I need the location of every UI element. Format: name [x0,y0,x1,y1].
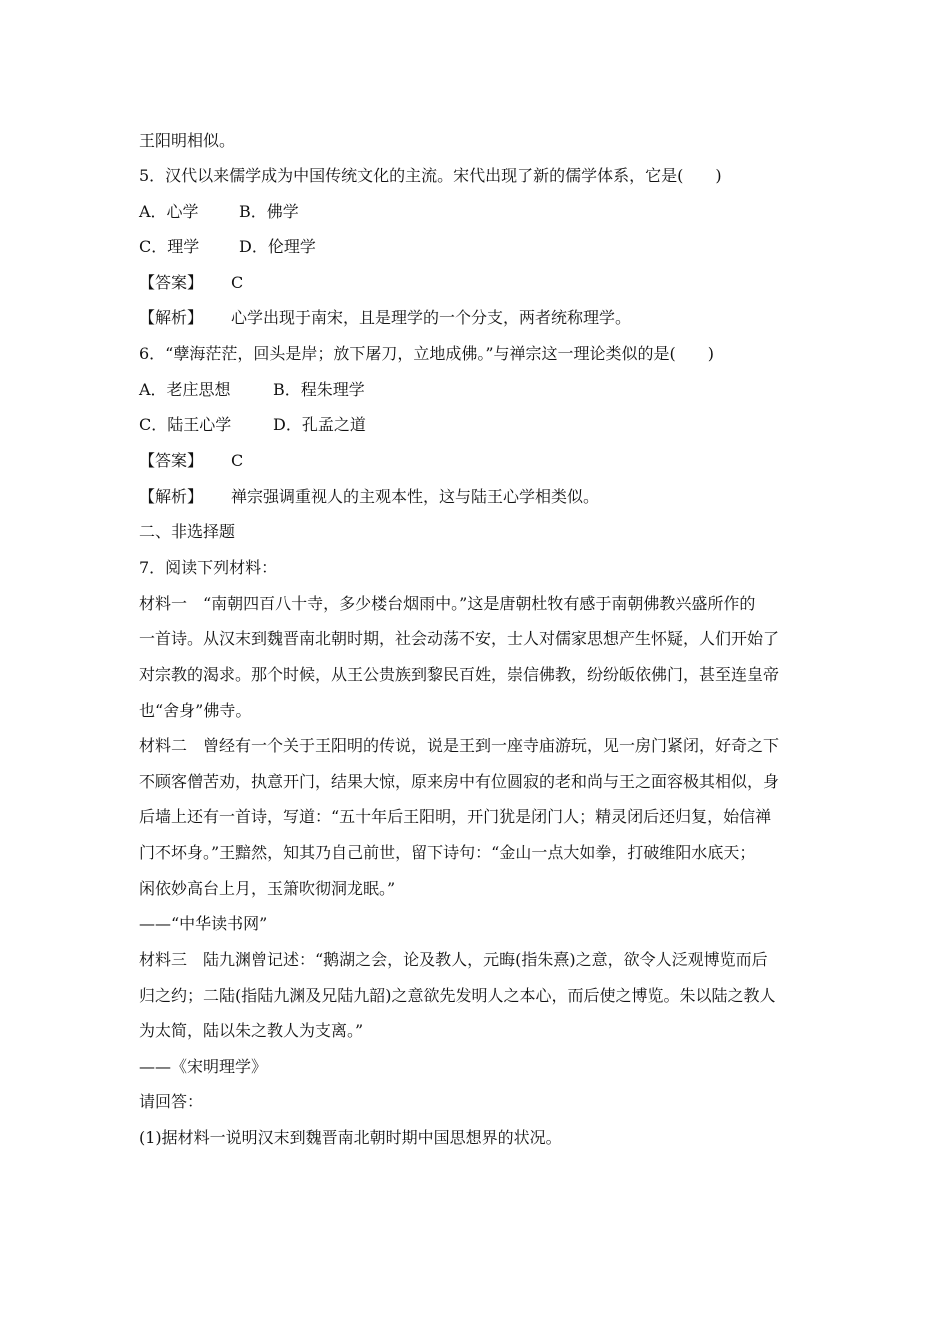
material-3-line: 归之约；二陆(指陆九渊及兄陆九韶)之意欲先发明人之本心，而后使之博览。朱以陆之教人 [139,986,776,1005]
question-7: 7．阅读下列材料： [139,558,278,577]
material-2-line: 门不坏身。”王黯然，知其乃自己前世，留下诗句：“金山一点大如拳，打破维阳水底天； [139,843,756,862]
q6-option-c: C．陆王心学 [139,415,232,434]
q5-option-b: B．佛学 [239,202,299,221]
explanation-tag: 【解析】 [139,308,204,327]
q6-option-a: A．老庄思想 [139,380,231,399]
q6-explanation [139,486,829,508]
material-2-line: 后墙上还有一首诗，写道：“五十年后王阳明，开门犹是闭门人；精灵闭后还归复，始信禅 [139,807,772,826]
explanation-tag: 【解析】 [139,487,204,506]
q5-options-row-1 [139,201,829,223]
prompt-text: 请回答： [139,1092,204,1111]
material-2-line: 材料二 曾经有一个关于王阳明的传说，说是王到一座寺庙游玩，见一房门紧闭，好奇之下 [139,736,780,755]
material-2-source: ——“中华读书网” [139,914,268,933]
question-5: 5．汉代以来儒学成为中国传统文化的主流。宋代出现了新的儒学体系，它是( ) [139,166,722,185]
explanation-text: 禅宗强调重视人的主观本性，这与陆王心学相类似。 [231,487,600,506]
q6-options-row-1 [139,379,829,401]
q5-explanation [139,307,829,329]
material-3-line: 为太简，陆以朱之教人为支离。” [139,1021,364,1040]
q5-option-c: C．理学 [139,237,200,256]
question-6: 6．“孽海茫茫，回头是岸；放下屠刀，立地成佛。”与禅宗这一理论类似的是( ) [139,344,715,363]
sub-question-1: (1)据材料一说明汉末到魏晋南北朝时期中国思想界的状况。 [139,1128,562,1147]
explanation-text: 心学出现于南宋，且是理学的一个分支，两者统称理学。 [231,308,632,327]
q6-option-d: D．孔孟之道 [273,415,366,434]
material-3-source: ——《宋明理学》 [139,1057,268,1076]
material-2-line: 闲依妙高台上月，玉箫吹彻洞龙眠。” [139,879,396,898]
text-line: 王阳明相似。 [139,131,236,150]
q5-option-a: A．心学 [139,202,199,221]
q5-option-d: D．伦理学 [239,237,316,256]
material-1-line: 对宗教的渴求。那个时候，从王公贵族到黎民百姓，崇信佛教，纷纷皈依佛门，甚至连皇帝 [139,665,780,684]
q6-options-row-2 [139,414,829,436]
q6-answer [139,450,829,472]
material-1-line: 一首诗。从汉末到魏晋南北朝时期，社会动荡不安，士人对儒家思想产生怀疑，人们开始了 [139,629,780,648]
material-1-line: 也“舍身”佛寺。 [139,701,252,720]
q5-answer [139,272,829,294]
answer-tag: 【答案】 [139,273,204,292]
q5-options-row-2 [139,236,829,258]
material-1-line: 材料一 “南朝四百八十寺，多少楼台烟雨中。”这是唐朝杜牧有感于南朝佛教兴盛所作的 [139,594,756,613]
q6-option-b: B．程朱理学 [273,380,365,399]
material-2-line: 不顾客僧苦劝，执意开门，结果大惊，原来房中有位圆寂的老和尚与王之面容极其相似，身 [139,772,780,791]
answer-tag: 【答案】 [139,451,204,470]
answer-value: C [231,273,244,292]
section-heading: 二、非选择题 [139,522,236,541]
answer-value: C [231,451,244,470]
material-3-line: 材料三 陆九渊曾记述：“鹅湖之会，论及教人，元晦(指朱熹)之意，欲令人泛观博览而后 [139,950,768,969]
